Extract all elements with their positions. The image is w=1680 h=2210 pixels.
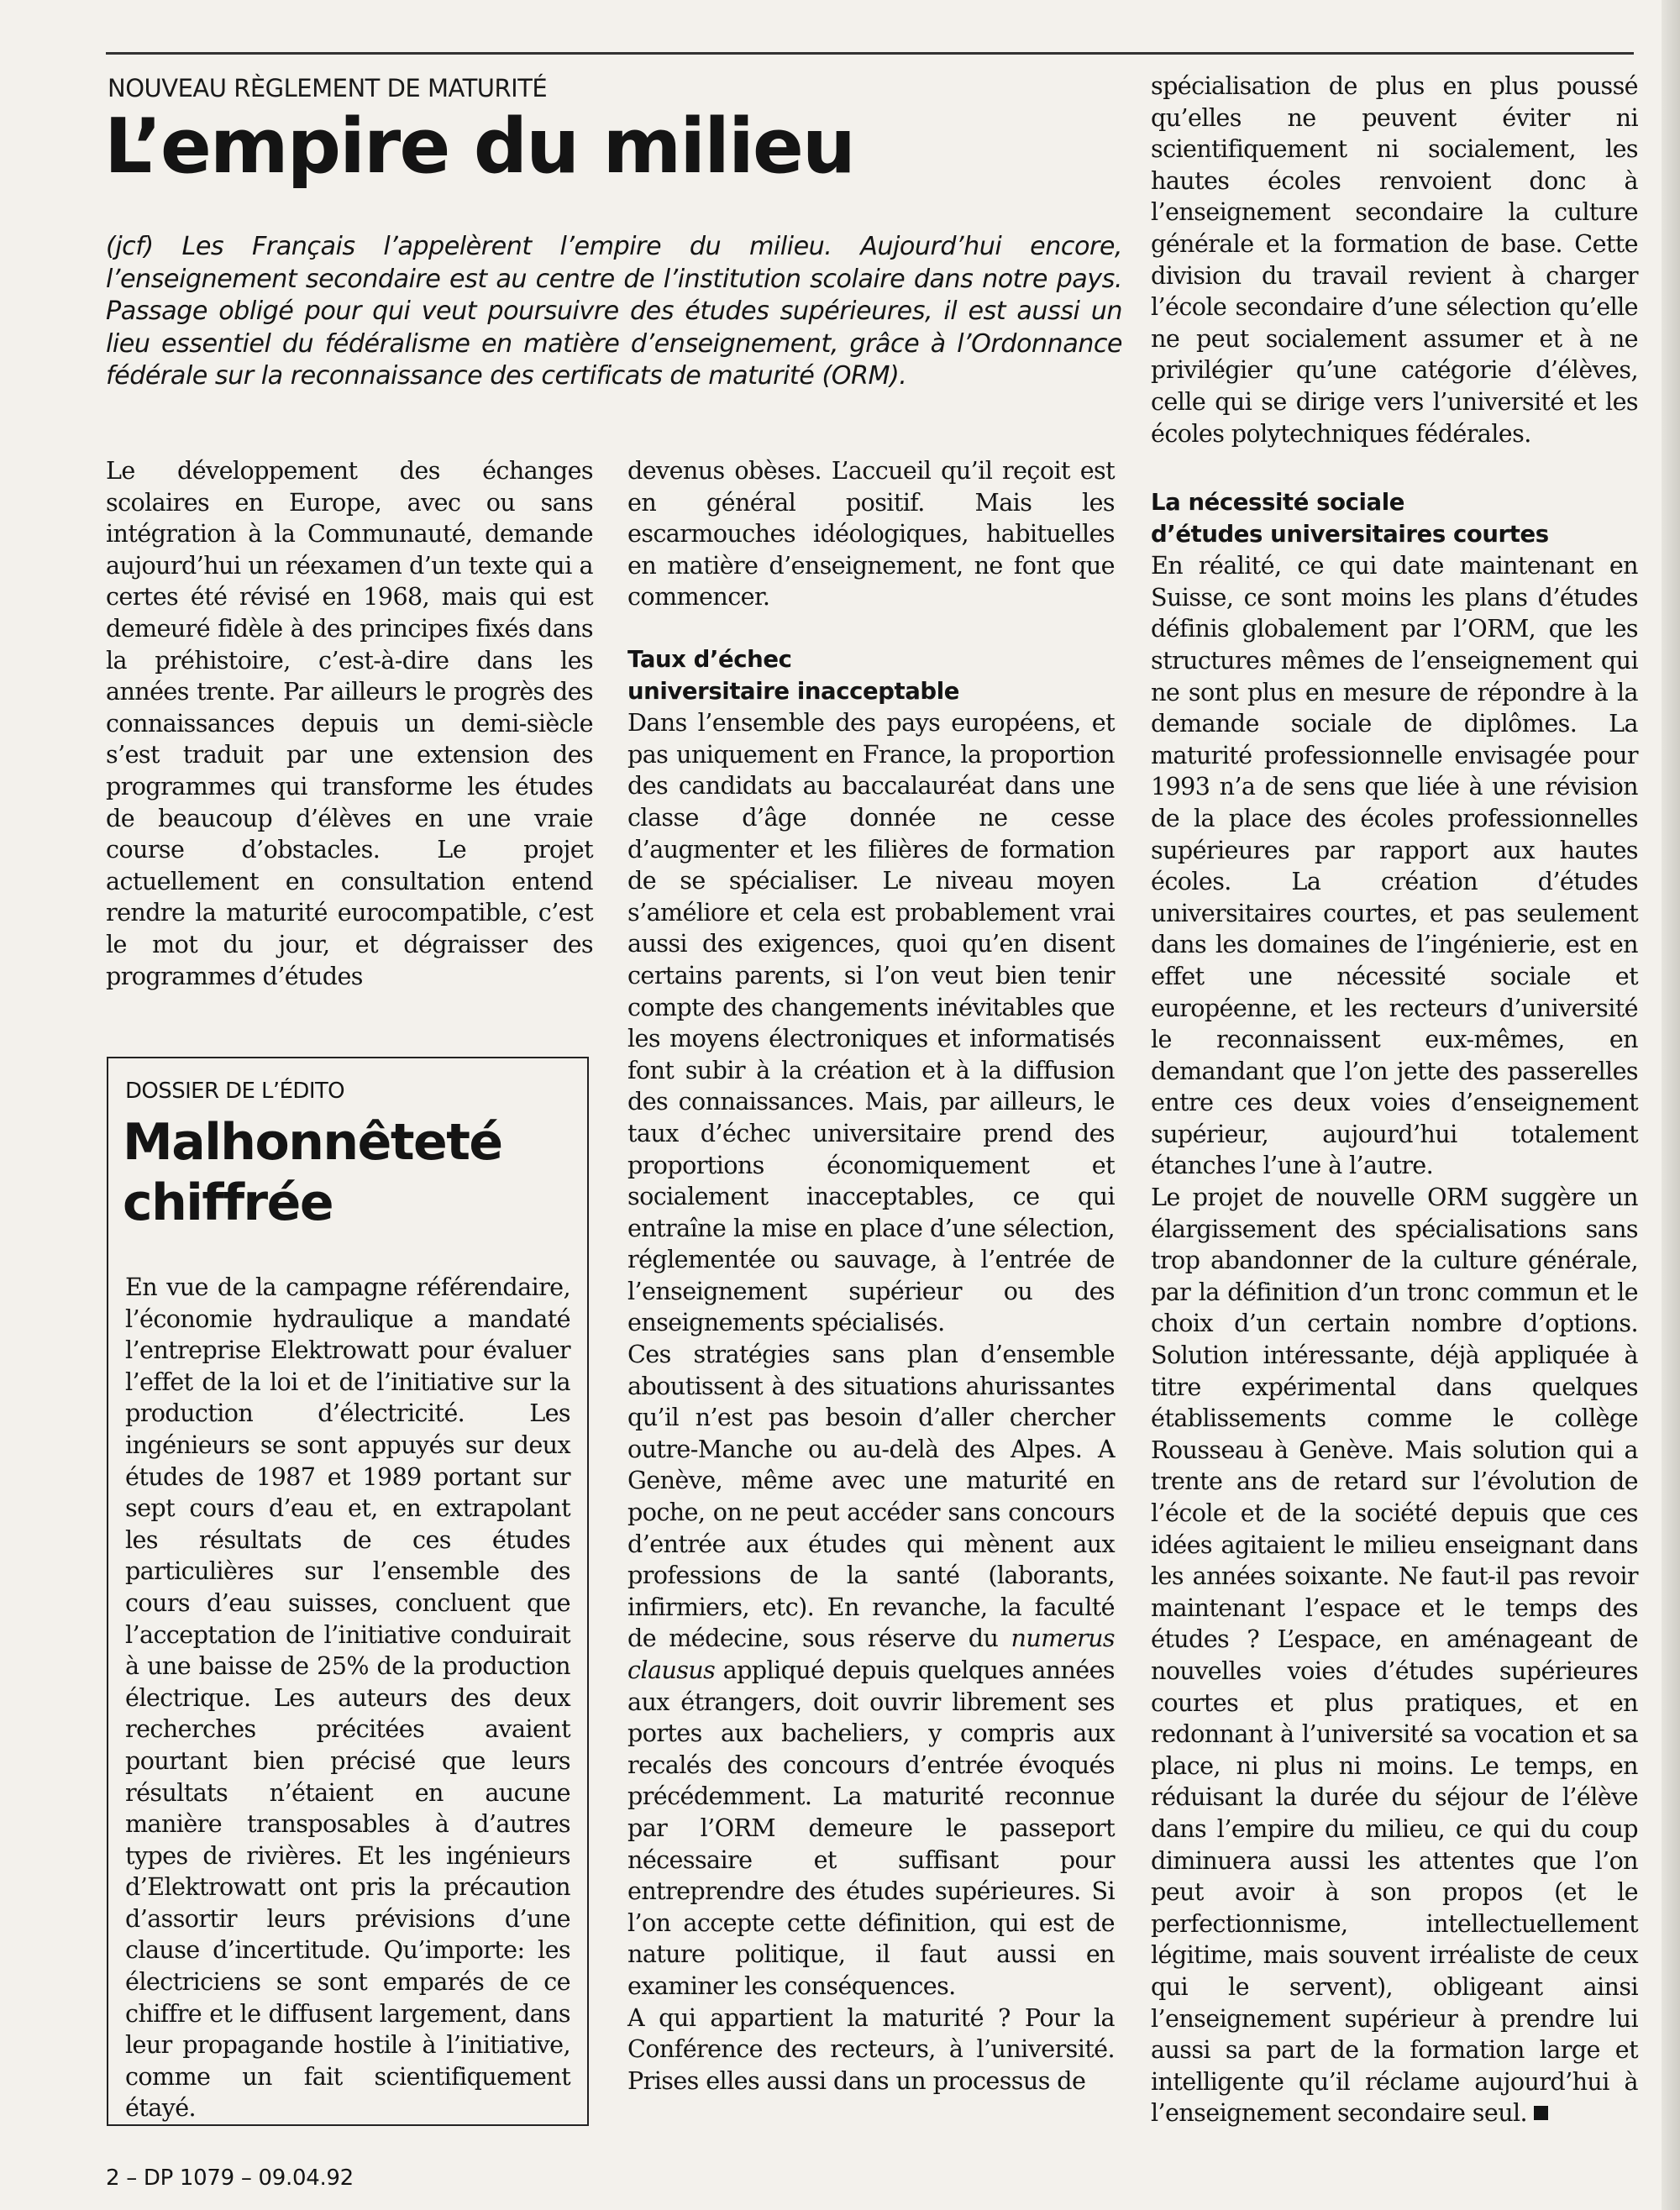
subheading-line: Taux d’échec [627, 646, 792, 673]
text-run: Ces stratégies sans plan d’ensemble aboutissent à des situations ahurissantes qu’il n’est pas besoin d’aller chercher outre-Manche ou au-delà des Alpes. A Genève, même avec une maturité en poche, on ne peut accéder sans concours d’entrée aux études qui mènent aux professions de la santé (laborants, infirmiers, etc). En revanche, la faculté de médecine, sous réserve du [627, 1340, 1115, 1653]
article-column-2 [627, 644, 1115, 2097]
subheading-taux-echec [627, 644, 1115, 707]
article-headline: L’empire du milieu [104, 102, 854, 191]
paragraph: spécialisation de plus en plus poussé qu’elles ne peuvent éviter ni scientifiquement ni socialement, les hautes écoles renvoient donc à l’enseignement secondaire la culture générale et la formation de base. Cette division du travail revient à charger l’école secondaire d’une sélection qu’elle ne peut socialement assumer et à ne privilégier qu’une catégorie d’élèves, celle qui se dirige vers l’université et les écoles polytechniques fédérales. [1151, 71, 1638, 448]
article-lead: (jcf) Les Français l’appelèrent l’empire du milieu. Aujourd’hui encore, l’enseignement secondaire est au centre de l’institution scolaire dans notre pays. Passage obligé pour qui veut poursuivre des études supérieures, il est aussi un lieu essentiel du fédéralisme en matière d’enseignement, grâce à l’Ordonnance fédérale sur la reconnaissance des certificats de maturité (ORM). [106, 232, 1122, 391]
text-run: Le projet de nouvelle ORM suggère un élargissement des spécialisations sans trop abandonner de la culture générale, par la définition d’un tronc commun et le choix d’un certain nombre d’options. Solution intéressante, déjà appliquée à titre expérimental dans quelques établissements comme le collège Rousseau à Genève. Mais solution qui a trente ans de retard sur l’évolution de l’école et de la société depuis que ces idées agitaient le milieu enseignant dans les années soixante. Ne faut-il pas revoir maintenant l’espace et le temps des études ? L’espace, en aménageant de nouvelles voies d’études supérieures courtes et plus pratiques, et en redonnant à l’université sa vocation et sa place, ni plus ni moins. Le temps, en réduisant la durée du séjour de l’élève dans l’empire du milieu, ce qui du coup diminuera aussi les attentes que l’on peut avoir à son propos (et le perfectionnisme, intellectuellement légitime, mais souvent irréaliste de ceux qui le servent), obligeant ainsi l’enseignement supérieur à prendre lui aussi sa part de la formation large et intelligente qu’il réclame aujourd’hui à l’enseignement secondaire seul. [1151, 1183, 1638, 2128]
article-column-1 [106, 455, 593, 992]
sidebar-box [107, 1057, 589, 2126]
sidebar-body: En vue de la campagne référendaire, l’économie hydraulique a mandaté l’entreprise Elektrowatt pour évaluer l’effet de la loi et de l’initiative sur la production d’électricité. Les ingénieurs se sont appuyés sur deux études de 1987 et 1989 portant sur sept cours d’eau et, en extrapolant les résultats de ces études particulières sur l’ensemble des cours d’eau suisses, concluent que l’acceptation de l’initiative conduirait à une baisse de 25% de la production électrique. Les auteurs des deux recherches précitées avaient pourtant bien précisé que leurs résultats n’étaient en aucune manière transposables à d’autres types de rivières. Et les ingénieurs d’Elektrowatt ont pris la précaution d’assortir leurs prévisions d’une clause d’incertitude. Qu’importe: les électriciens se sont emparés de ce chiffre et le diffusent largement, dans leur propagande hostile à l’initiative, comme un fait scientifiquement étayé. [125, 1273, 570, 2123]
subheading-necessite-sociale [1151, 487, 1638, 550]
sidebar-title-line: chiffrée [123, 1173, 333, 1232]
page-edge-shadow [1662, 0, 1680, 2210]
italic-term: numerus clausus [627, 1624, 1115, 1684]
paragraph: A qui appartient la maturité ? Pour la Conférence des recteurs, à l’université. Prises elles aussi dans un processus de [627, 2003, 1115, 2095]
article-kicker: NOUVEAU RÈGLEMENT DE MATURITÉ [108, 74, 548, 102]
sidebar-kicker: DOSSIER DE L’ÉDITO [125, 1079, 345, 1104]
paragraph: Le développement des échanges scolaires en Europe, avec ou sans intégration à la Communauté, demande aujourd’hui un réexamen d’un texte qui a certes été révisé en 1968, mais qui est demeuré fidèle à des principes fixés dans la préhistoire, c’est-à-dire dans les années trente. Par ailleurs le progrès des connaissances depuis un demi-siècle s’est traduit par une extension des programmes qui transforme les études de beaucoup d’élèves en une vraie course d’obstacles. Le projet actuellement en consultation entend rendre la maturité eurocompatible, c’est le mot du jour, et dégraisser des programmes d’études [106, 456, 593, 990]
paragraph [1151, 1182, 1638, 2129]
paragraph: devenus obèses. L’accueil qu’il reçoit est en général positif. Mais les escarmouches idéologiques, habituelles en matière d’enseignement, ne font que commencer. [627, 456, 1115, 612]
paragraph [627, 1339, 1115, 2002]
subheading-line: universitaire inacceptable [627, 677, 959, 705]
top-rule [106, 52, 1634, 55]
article-column-3 [1151, 487, 1638, 2129]
page-folio: 2 – DP 1079 – 09.04.92 [106, 2165, 354, 2191]
text-run: appliqué depuis quelques années aux étrangers, doit ouvrir librement ses portes aux bacheliers, y compris aux recalés des concours d’entrée évoqués précédemment. La maturité reconnue par l’ORM demeure le passeport nécessaire et suffisant pour entreprendre des études supérieures. Si l’on accepte cette définition, qui est de nature politique, il faut aussi en examiner les conséquences. [627, 1656, 1116, 2000]
end-of-article-square-icon [1534, 2106, 1548, 2120]
paragraph: Dans l’ensemble des pays européens, et pas uniquement en France, la proportion des candidats au baccalauréat dans une classe d’âge donnée ne cesse d’augmenter et les filières de formation de se spécialiser. Le niveau moyen s’améliore et cela est probablement vrai aussi des exigences, quoi qu’en disent certains parents, si l’on veut bien tenir compte des changements inévitables que les moyens électroniques et informatisés font subir à la création et à la diffusion des connaissances. Mais, par ailleurs, le taux d’échec universitaire prend des proportions économiquement et socialement inacceptables, ce qui entraîne la mise en place d’une sélection, réglementée ou sauvage, à l’entrée de l’enseignement supérieur ou des enseignements spécialisés. [627, 708, 1115, 1337]
sidebar-title [123, 1112, 526, 1233]
sidebar-title-line: Malhonnêteté [123, 1113, 502, 1172]
article-column-3-top [1151, 71, 1638, 449]
article-column-2-top [627, 455, 1115, 613]
paragraph: En réalité, ce qui date maintenant en Suisse, ce sont moins les plans d’études définis globalement par l’ORM, que les structures mêmes de l’enseignement qui ne sont plus en mesure de répondre à la demande sociale de diplômes. La maturité professionnelle envisagée pour 1993 n’a de sens que liée à une révision de la place des écoles professionnelles supérieures par rapport aux hautes écoles. La création d’études universitaires courtes, et pas seulement dans les domaines de l’ingénierie, est en effet une nécessité sociale et européenne, et les recteurs d’université le reconnaissent eux-mêmes, en demandant que l’on jette des passerelles entre ces deux voies d’enseignement supérieur, aujourd’hui totalement étanches l’une à l’autre. [1151, 551, 1638, 1180]
subheading-line: d’études universitaires courtes [1151, 520, 1549, 548]
subheading-line: La nécessité sociale [1151, 489, 1404, 516]
